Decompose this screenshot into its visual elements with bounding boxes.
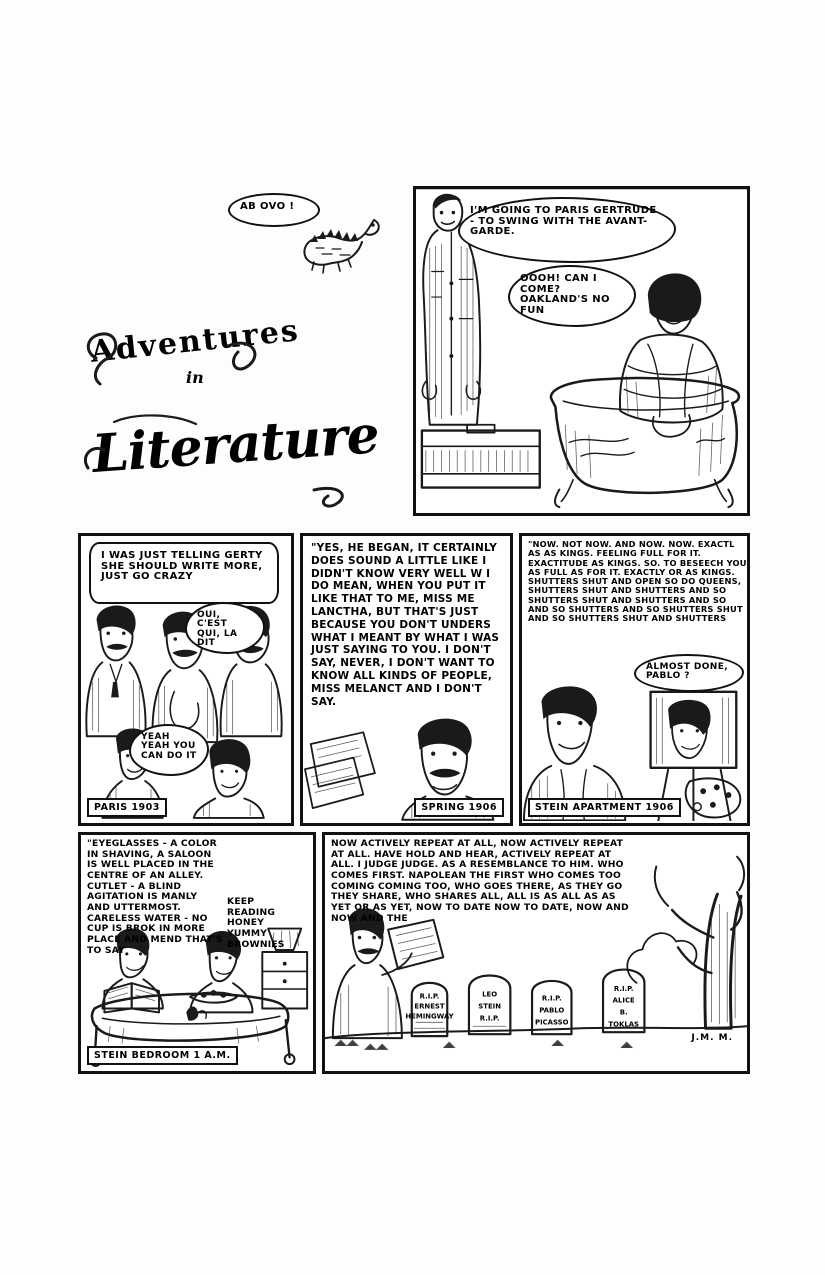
panel-spring-1906 [300,533,513,826]
narration-stein-apartment: "NOW. NOT NOW. AND NOW. NOW. EXACTL AS AS KINGS. FEELING FULL FOR IT. EXACTITUDE AS KINGS. SO. TO BESEECH YOU AS FULL AS FOR IT. EXACTLY OR AS KINGS. SHUTTERS SHUT AND OPEN SO DO QUEENS, SHUTTERS SHUT AND SHUTTERS AND SO SHUTTERS SHUT AND SHUTTERS AND SO AND SO SHUTTERS AND SO SHUTTERS SHUT AND SO SHUTTERS SHUT AND SHUTTERS [528,539,747,624]
title-in: in [186,368,204,387]
panel-stein-apartment-1906 [519,533,750,826]
speech-balloon-almost-done-pablo [634,654,744,692]
panel-graveyard [322,832,750,1074]
balloon-text: YEAH YEAH YOU CAN DO IT [141,732,197,761]
svg-text:R.I.P.: R.I.P. [613,984,634,993]
narration-spring-1906: "YES, HE BEGAN, IT CERTAINLY DOES SOUND A LITTLE LIKE I DIDN'T KNOW VERY WELL W I DO MEAN, WHEN YOU PUT IT LIKE THAT TO ME, MISS ME LANCTHA, BUT THAT'S JUST BECAUSE YOU DON'T UNDERS WHAT I MEANT BY WHAT I WAS JUST SAYING TO YOU. I DON'T SAY, NEVER, I DON'T WANT TO KNOW ALL KINDS OF PEOPLE, MISS MELANCT AND I DON'T SAY. [311,542,500,708]
balloon-text: I'M GOING TO PARIS GERTRUDE - TO SWING WITH THE AVANT-GARDE. [470,205,657,237]
svg-text:R.I.P.: R.I.P. [541,994,562,1003]
svg-text:R.I.P.: R.I.P. [479,1014,500,1023]
svg-text:PICASSO: PICASSO [535,1018,569,1027]
caption-stein-bedroom: STEIN BEDROOM 1 A.M. [87,1046,238,1065]
svg-text:ERNEST: ERNEST [414,1002,445,1011]
speech-balloon-oakland [508,265,636,327]
svg-text:R.I.P.: R.I.P. [419,992,440,1001]
artist-signature: J.M. M. [691,1032,733,1043]
svg-text:HEMINGWAY: HEMINGWAY [405,1012,454,1021]
tombstone-group [405,970,644,1037]
panel-paris-1903 [78,533,294,826]
speech-keep-reading-honey: KEEP READING HONEY YUMMY BROWNIES [227,896,285,950]
title-adventures: Adventures [88,313,302,370]
svg-text:B.: B. [619,1008,628,1017]
svg-text:LEO: LEO [482,990,498,999]
svg-text:PABLO: PABLO [539,1006,565,1015]
balloon-text: OUI, C'EST QUI, LA DIT [197,610,238,649]
balloon-text: ALMOST DONE, PABLO ? [646,662,729,682]
panel-paris-bathtub [413,186,750,516]
title-flourish [78,318,408,518]
svg-text:ALICE: ALICE [612,996,635,1005]
balloon-text: AB OVO ! [240,201,295,212]
narration-stein-bedroom: "EYEGLASSES - A COLOR IN SHAVING, A SALOON IS WELL PLACED IN THE CENTRE OF AN ALLEY. CUTLET - A BLIND AGITATION IS MANLY AND UTTERMOST. CARELESS WATER - NO CUP IS BROK IN MORE PLACE AND MEND THAT'S TO SAY [87,838,223,956]
dinosaur-icon [300,212,382,274]
balloon-text: OOOH! CAN I COME? OAKLAND'S NO FUN [520,273,610,316]
svg-text:TOKLAS: TOKLAS [608,1020,640,1029]
speech-balloon-yeah-yeah [129,724,209,776]
page-title [78,313,408,518]
balloon-text: I WAS JUST TELLING GERTY SHE SHOULD WRITE MORE, JUST GO CRAZY [101,550,263,582]
narration-graveyard: NOW ACTIVELY REPEAT AT ALL, NOW ACTIVELY REPEAT AT ALL. HAVE HOLD AND HEAR, ACTIVELY REPEAT AT ALL. I JUDGE JUDGE. AS A RESEMBLANCE TO HIM. WHO COMES FIRST. NAPOLEAN THE FIRST WHO COMES TOO COMING COMING TOO, WHO GOES THERE, AS THEY GO THEY SHARE, WHO SHARES ALL, ALL IS AS ALL AS AS YET OR AS YET, NOW TO DATE NOW TO DATE, NOW AND NOW AND THE [331,838,629,924]
caption-stein-apartment-1906: STEIN APARTMENT 1906 [528,798,681,817]
speech-balloon-oui [185,602,265,654]
title-literature: Literature [90,404,381,485]
caption-spring-1906: SPRING 1906 [414,798,504,817]
speech-balloon-telling-gerty [89,542,279,604]
caption-paris-1903: PARIS 1903 [87,798,167,817]
panel-stein-bedroom-1am [78,832,316,1074]
speech-balloon-paris [458,197,676,263]
svg-text:STEIN: STEIN [478,1002,501,1011]
